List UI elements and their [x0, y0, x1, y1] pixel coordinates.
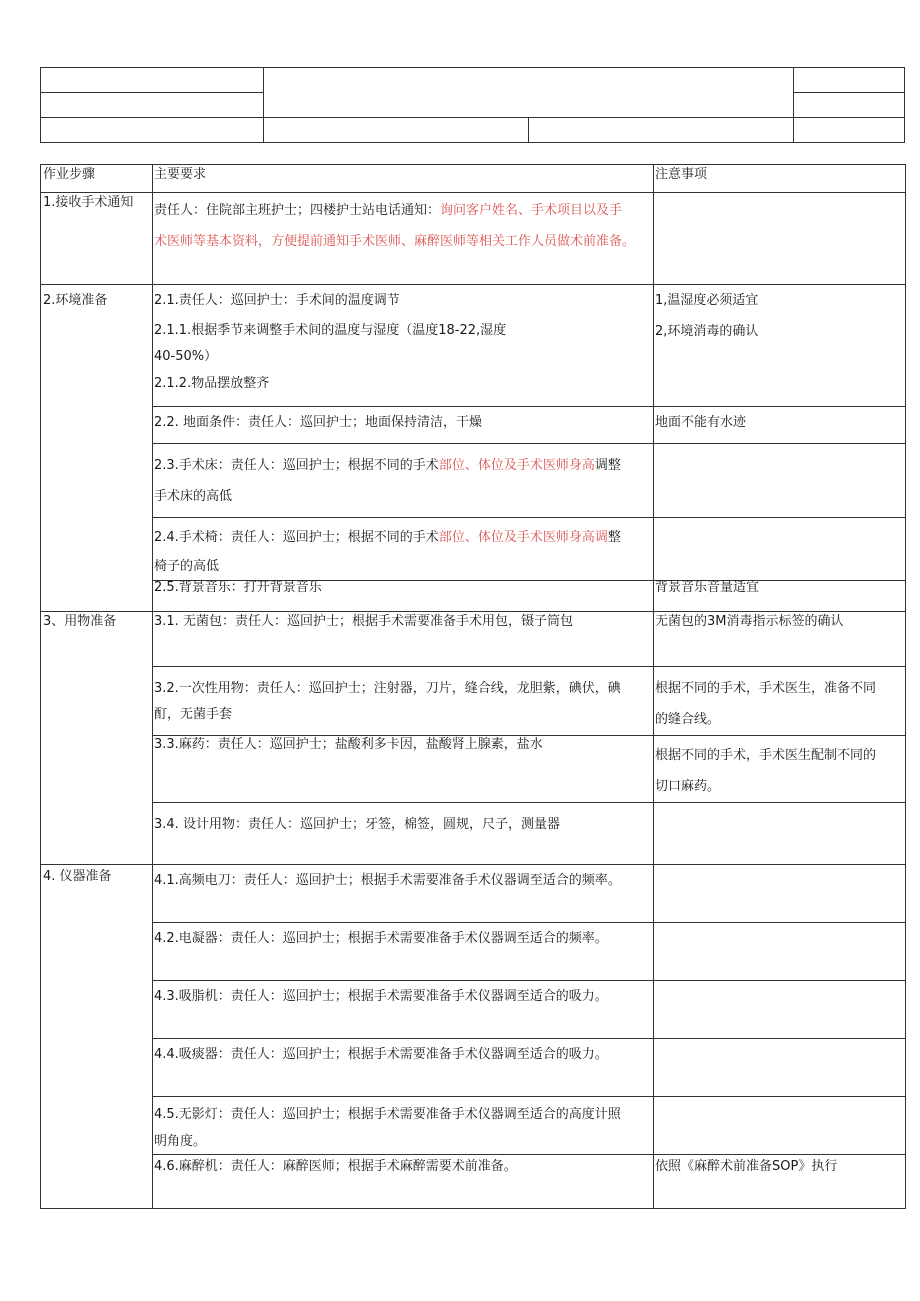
requirement-highlight: 术医师等基本资料 [154, 234, 259, 249]
table-row [41, 1039, 906, 1097]
table-row [41, 444, 906, 518]
requirement-line: 4.5.无影灯：责任人：巡回护士；根据手术需要准备手术仪器调至适合的高度计照 [154, 1107, 621, 1122]
table-row [41, 1155, 906, 1209]
column-header-step: 作业步骤 [41, 165, 153, 193]
table-row [41, 1097, 906, 1155]
table-row [41, 923, 906, 981]
note-line: 1,温湿度必须适宜 [655, 293, 759, 308]
requirement-line: 2.1.2.物品摆放整齐 [154, 376, 270, 391]
requirement-line [154, 450, 651, 481]
note-line: 根据不同的手术，手术医生，准备不同 [655, 681, 877, 696]
note-line: 切口麻药。 [655, 779, 721, 794]
step-label: 3、用物准备 [41, 612, 153, 865]
requirement-cell: 3.4. 设计用物：责任人：巡回护士；牙签，棉签，圆规，尺子，测量器 [153, 803, 654, 865]
requirement-cell [153, 285, 654, 407]
note-cell [654, 736, 906, 803]
requirement-cell [153, 193, 654, 285]
requirement-line: 椅子的高低 [154, 559, 220, 574]
header-cell [794, 68, 905, 93]
header-cell [41, 93, 264, 118]
note-cell: 地面不能有水迹 [654, 407, 906, 444]
requirement-line: 2.1.1.根据季节来调整手术间的温度与湿度（温度18-22,湿度 [154, 323, 507, 338]
note-cell [654, 865, 906, 923]
header-table [40, 67, 905, 143]
table-row [41, 193, 906, 285]
note-cell: 依照《麻醉术前准备SOP》执行 [654, 1155, 906, 1209]
requirement-line [154, 195, 651, 226]
table-row [41, 407, 906, 444]
requirement-line: 2.1.责任人：巡回护士：手术间的温度调节 [154, 293, 400, 308]
requirement-line: 40-50%） [154, 349, 218, 364]
requirement-highlight: ，方便提前通知手术医师、麻醉医师等相关工作人员做术前准备。 [258, 234, 636, 249]
header-cell [264, 118, 529, 143]
note-cell: 无菌包的3M消毒指示标签的确认 [654, 612, 906, 667]
table-row [41, 285, 906, 407]
note-cell [654, 981, 906, 1039]
table-row [41, 667, 906, 736]
note-cell [654, 444, 906, 518]
note-cell [654, 1039, 906, 1097]
requirement-cell: 2.5.背景音乐：打开背景音乐 [153, 581, 654, 612]
note-cell [654, 667, 906, 736]
column-header-notes: 注意事项 [654, 165, 906, 193]
header-cell [529, 118, 794, 143]
requirement-cell [153, 444, 654, 518]
step-label: 4. 仪器准备 [41, 865, 153, 1209]
requirement-line: 手术床的高低 [154, 489, 233, 504]
table-row [41, 865, 906, 923]
requirement-text: 2.3.手术床：责任人：巡回护士；根据不同的手术 [154, 458, 439, 473]
note-cell [654, 1097, 906, 1155]
requirement-cell [153, 518, 654, 581]
header-title-cell [264, 68, 794, 118]
requirement-cell: 4.1.高频电刀：责任人：巡回护士；根据手术需要准备手术仪器调至适合的频率。 [153, 865, 654, 923]
requirement-cell [153, 1097, 654, 1155]
note-line: 2,环境消毒的确认 [655, 324, 759, 339]
sop-table [40, 164, 906, 1209]
requirement-line: 酊，无菌手套 [154, 707, 233, 722]
note-cell [654, 923, 906, 981]
table-row [41, 581, 906, 612]
header-cell [41, 68, 264, 93]
table-row [41, 612, 906, 667]
requirement-cell: 2.2. 地面条件：责任人：巡回护士；地面保持清洁，干燥 [153, 407, 654, 444]
table-header-row [41, 165, 906, 193]
requirement-cell: 4.6.麻醉机：责任人：麻醉医师；根据手术麻醉需要术前准备。 [153, 1155, 654, 1209]
requirement-text: 2.4.手术椅：责任人：巡回护士；根据不同的手术 [154, 530, 439, 545]
requirement-text: 责任人：住院部主班护士；四楼护士站电话通知： [154, 203, 441, 218]
note-line: 根据不同的手术，手术医生配制不同的 [655, 748, 877, 763]
requirement-cell: 4.2.电凝器：责任人：巡回护士；根据手术需要准备手术仪器调至适合的频率。 [153, 923, 654, 981]
requirement-line: 明角度。 [154, 1134, 207, 1149]
step-label: 1.接收手术通知 [41, 193, 153, 285]
requirement-cell [153, 667, 654, 736]
requirement-cell: 4.3.吸脂机：责任人：巡回护士；根据手术需要准备手术仪器调至适合的吸力。 [153, 981, 654, 1039]
requirement-highlight: 询问客户姓名、手术项目以及手 [440, 203, 623, 218]
requirement-line [154, 226, 651, 257]
header-cell [794, 118, 905, 143]
requirement-highlight: 部位、体位及手术医师身高调 [438, 530, 608, 545]
requirement-cell: 4.4.吸痰器：责任人：巡回护士；根据手术需要准备手术仪器调至适合的吸力。 [153, 1039, 654, 1097]
note-cell [654, 193, 906, 285]
requirement-text: 调整 [594, 458, 621, 473]
column-header-requirements: 主要要求 [153, 165, 654, 193]
note-cell [654, 285, 906, 407]
requirement-line [154, 522, 651, 553]
requirement-line: 3.2.一次性用物：责任人：巡回护士；注射器，刀片，缝合线，龙胆紫，碘伏，碘 [154, 681, 621, 696]
step-label: 2.环境准备 [41, 285, 153, 612]
requirement-cell: 3.3.麻药：责任人：巡回护士；盐酸利多卡因，盐酸肾上腺素，盐水 [153, 736, 654, 803]
requirement-highlight: 部位、体位及手术医师身高 [438, 458, 595, 473]
table-row [41, 736, 906, 803]
note-line: 的缝合线。 [655, 712, 721, 727]
header-cell [41, 118, 264, 143]
requirement-cell: 3.1. 无菌包：责任人：巡回护士；根据手术需要准备手术用包，镊子筒包 [153, 612, 654, 667]
note-cell: 背景音乐音量适宜 [654, 581, 906, 612]
table-row [41, 518, 906, 581]
table-row [41, 803, 906, 865]
table-row [41, 981, 906, 1039]
requirement-text: 整 [607, 530, 621, 545]
note-cell [654, 803, 906, 865]
note-cell [654, 518, 906, 581]
header-cell [794, 93, 905, 118]
